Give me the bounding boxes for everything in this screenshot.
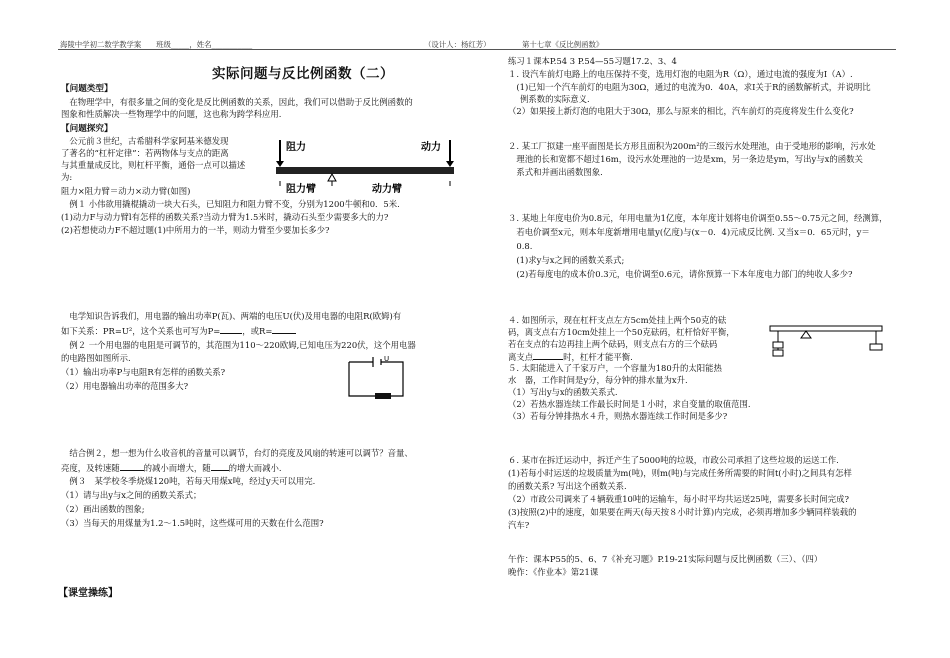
reflect-line-1: 结合例２，想一想为什么收音机的音量可以调节，台灯的亮度及风扇的转速可以调节？音量、	[61, 448, 413, 458]
example1-line-2: (1)动力F与动力臂l有怎样的函数关系?当动力臂为1.5米时，撬动石头至少需要多大的力?	[61, 212, 389, 222]
electric-line-2	[61, 324, 296, 337]
q3-line-4: (1)求y与x之间的函数关系式;	[508, 255, 625, 265]
q4-line-3: 若在支点的右边再挂上两个砝码，则支点右方的三个砝码	[508, 339, 718, 349]
lever-intro-1: 公元前３世纪，古希腊科学家阿基米德发现	[61, 136, 229, 146]
balance-diagram	[768, 318, 892, 360]
q6-line-6: 汽车?	[508, 520, 530, 530]
example2-line-1: 例２ 一个用电器的电阻是可调节的，其范围为110～220欧姆,已知电压为220伏，这个用电器	[61, 340, 416, 350]
q2-line-2: 理池的长和宽都不超过16m，设污水处理池的一边是xm，另一条边是ym，写出y与x的函数关	[508, 154, 863, 164]
q3-line-1: ３. 某地上年度电价为0.8元，年用电量为1亿度，本年度计划将电价调至0.55～0.75元之间，经测算，	[508, 213, 888, 223]
effort-label: 动力	[421, 142, 441, 153]
reflect-text-b: 的减小而增大，随	[143, 463, 211, 473]
header-chapter: 第十七章《反比例函数》	[522, 40, 604, 49]
blank-q4	[533, 350, 563, 360]
q5-q2: （2）若热水器连续工作最长时间是１小时，求自变量的取值范围.	[508, 399, 751, 409]
q1-line-2: (1)已知一个汽车前灯的电阻为30Ω，通过的电流为0．40A，求I关于R的函数解析式，并说明比	[508, 82, 871, 92]
resistor	[375, 393, 391, 399]
blank-p	[220, 324, 242, 334]
left-weight-2	[773, 350, 783, 356]
q6-line-3: 的函数关系? 写出这个函数关系.	[508, 481, 627, 491]
example3-line-1: 例３ 某学校冬季烧煤120吨，若每天用煤x吨，经过y天可以用完.	[61, 476, 316, 486]
q5-line-1: ５. 太阳能进入了千家万户，一个容量为180升的太阳能热	[508, 363, 722, 373]
q6-line-2: (1)若每小时运送的垃圾质量为m(吨)，则m(吨)与完成任务所需要的时间t(小时)之间具有怎样	[508, 468, 852, 478]
reflect-text-c: 的增大而减小.	[228, 463, 282, 473]
section-practice: 【课堂操练】	[58, 588, 118, 599]
q6-line-5: (3)按照(2)中的速度，如果要在两天(每天按８小时计算)内完成，必须再增加多少辆同样装载的	[508, 507, 857, 517]
resistance-arrow	[276, 140, 284, 167]
homework-noon: 午作：课本P55的5、6、7《补充习题》P.19-21实际问题与反比例函数（三）、（四）	[508, 554, 823, 564]
practice-line: 练习１课本P.54 3 P.54—55习题17.2、3、4	[508, 56, 677, 66]
electric-text-a: 如下关系：PR=U²，这个关系也可写为P=	[61, 326, 221, 336]
section-problem-type: 【问题类型】	[61, 84, 113, 94]
effort-arm-label: 动力臂	[372, 184, 402, 194]
example3-q3: （3）当每天的用煤量为1.2～1.5吨时，这些煤可用的天数在什么范围?	[61, 518, 324, 528]
resistance-label: 阻力	[286, 142, 306, 153]
q5-q1: （1）写出y与x的函数关系式.	[508, 387, 618, 397]
q6-line-1: ６. 某市在拆迁运动中，拆迁产生了5000吨的垃圾，市政公司承担了这些垃圾的运送工作.	[508, 455, 839, 465]
q2-line-1: ２. 某工厂拟建一座平面图是长方形且面积为200m²的三级污水处理池，由于受地形的影响，污水处	[508, 141, 876, 151]
lever-intro-4: 为:	[61, 172, 73, 182]
circuit-diagram	[345, 354, 409, 402]
q4-line-2: 码，离支点右方10cm处挂上一个50克砝码，杠杆恰好平衡，	[508, 327, 735, 337]
example2-q2: （2）用电器输出功率的范围多大?	[61, 381, 189, 391]
q3-line-3: 0.8.	[508, 241, 533, 251]
electric-line-1: 电学知识告诉我们，用电器的输出功率P(瓦)、两端的电压U(伏)及用电器的电阻R(欧姆)有	[61, 311, 402, 321]
left-weight-1	[773, 342, 783, 348]
reflect-line-2	[61, 461, 282, 474]
electric-text-b: ，或R=	[242, 326, 273, 336]
balance-fulcrum	[801, 331, 811, 338]
blank-reflect-1	[120, 461, 144, 471]
q3-line-2: 若电价调至x元，则本年度新增用电量y(亿度)与(x－0．4)元成反比例. 又当x＝0．65元时，y＝	[508, 227, 870, 237]
q4-line-1: ４. 如图所示，现在杠杆支点左方5cm处挂上两个50克的砝	[508, 315, 727, 325]
fulcrum	[328, 174, 336, 181]
circuit-voltage-label: U	[384, 355, 390, 363]
page-title: 实际问题与反比例函数（二）	[212, 66, 394, 82]
section-explore: 【问题探究】	[61, 124, 113, 134]
intro-line-1: 在物理学中，有很多量之间的变化是反比例函数的关系，因此，我们可以借助于反比例函数的	[61, 97, 413, 107]
intro-line-2: 图象和性质解决一些物理学中的问题，这也称为跨学科应用.	[61, 109, 282, 119]
lever-formula: 阻力×阻力臂＝动力×动力臂(如图)	[61, 186, 191, 196]
lever-bar	[276, 167, 454, 174]
header-rule	[58, 49, 896, 50]
right-weight	[870, 344, 882, 350]
q2-line-3: 系式和并画出函数图象．	[508, 167, 609, 177]
lever-intro-2: 了著名的“杠杆定律”：若两物体与支点的距离	[61, 148, 229, 158]
reflect-text-a: 亮度，及转速随	[61, 463, 120, 473]
blank-reflect-2	[211, 461, 229, 471]
balance-bar	[770, 326, 882, 331]
q5-line-2: 水 器，工作时间是y分，每分钟的排水量为x升.	[508, 375, 688, 385]
q4-text-b: 时，杠杆才能平衡.	[563, 352, 633, 362]
example3-q2: （2）画出函数的图象;	[61, 504, 145, 514]
q1-line-3: 例系数的实际意义.	[520, 94, 590, 104]
lever-intro-3: 与其重量成反比，则杠杆平衡，通俗一点可以描述	[61, 160, 246, 170]
q1-line-1: １. 设汽车前灯电路上的电压保持不变，选用灯泡的电阻为R（Ω），通过电流的强度为I（A）.	[508, 69, 853, 79]
example1-line-3: (2)若想使动力F不超过题(1)中所用力的一半，则动力臂至少要加长多少?	[61, 225, 330, 235]
resistance-arm-label: 阻力臂	[286, 184, 316, 194]
header-designer: （设计人：杨红芳）	[424, 40, 491, 49]
lever-diagram	[274, 136, 456, 194]
blank-r	[272, 324, 296, 334]
q5-q3: （3）若每分钟排热水４升，则热水器连续工作时间是多少?	[508, 411, 728, 421]
q4-text-a: 离支点	[508, 352, 534, 362]
q1-line-4: （2）如果接上新灯泡的电阻大于30Ω，那么与原来的相比，汽车前灯的亮度将发生什么变化?	[508, 106, 854, 116]
q6-line-4: （2）市政公司调来了４辆载重10吨的运输车，每小时平均共运送25吨，需要多长时间完成?	[508, 494, 850, 504]
homework-evening: 晚作：《作业本》第21课	[508, 567, 599, 577]
example2-line-2: 的电路图如图所示.	[61, 353, 131, 363]
example1-line-1: 例１ 小伟欲用撬棍撬动一块大石头，已知阻力和阻力臂不变，分别为1200牛顿和0．5米.	[61, 199, 400, 209]
q3-line-5: (2)若每度电的成本价0.3元，电价调至0.6元，请你预算一下本年度电力部门的纯收人多少?	[508, 269, 853, 279]
example3-q1: （1）请与出y与x之间的函数关系式；	[61, 490, 202, 500]
header-left: 海陵中学初二数学教学案 班级_____，姓名___________	[60, 40, 253, 49]
example2-q1: （1）输出功率P与电阻R有怎样的函数关系?	[61, 367, 226, 377]
effort-arrow	[446, 140, 454, 167]
